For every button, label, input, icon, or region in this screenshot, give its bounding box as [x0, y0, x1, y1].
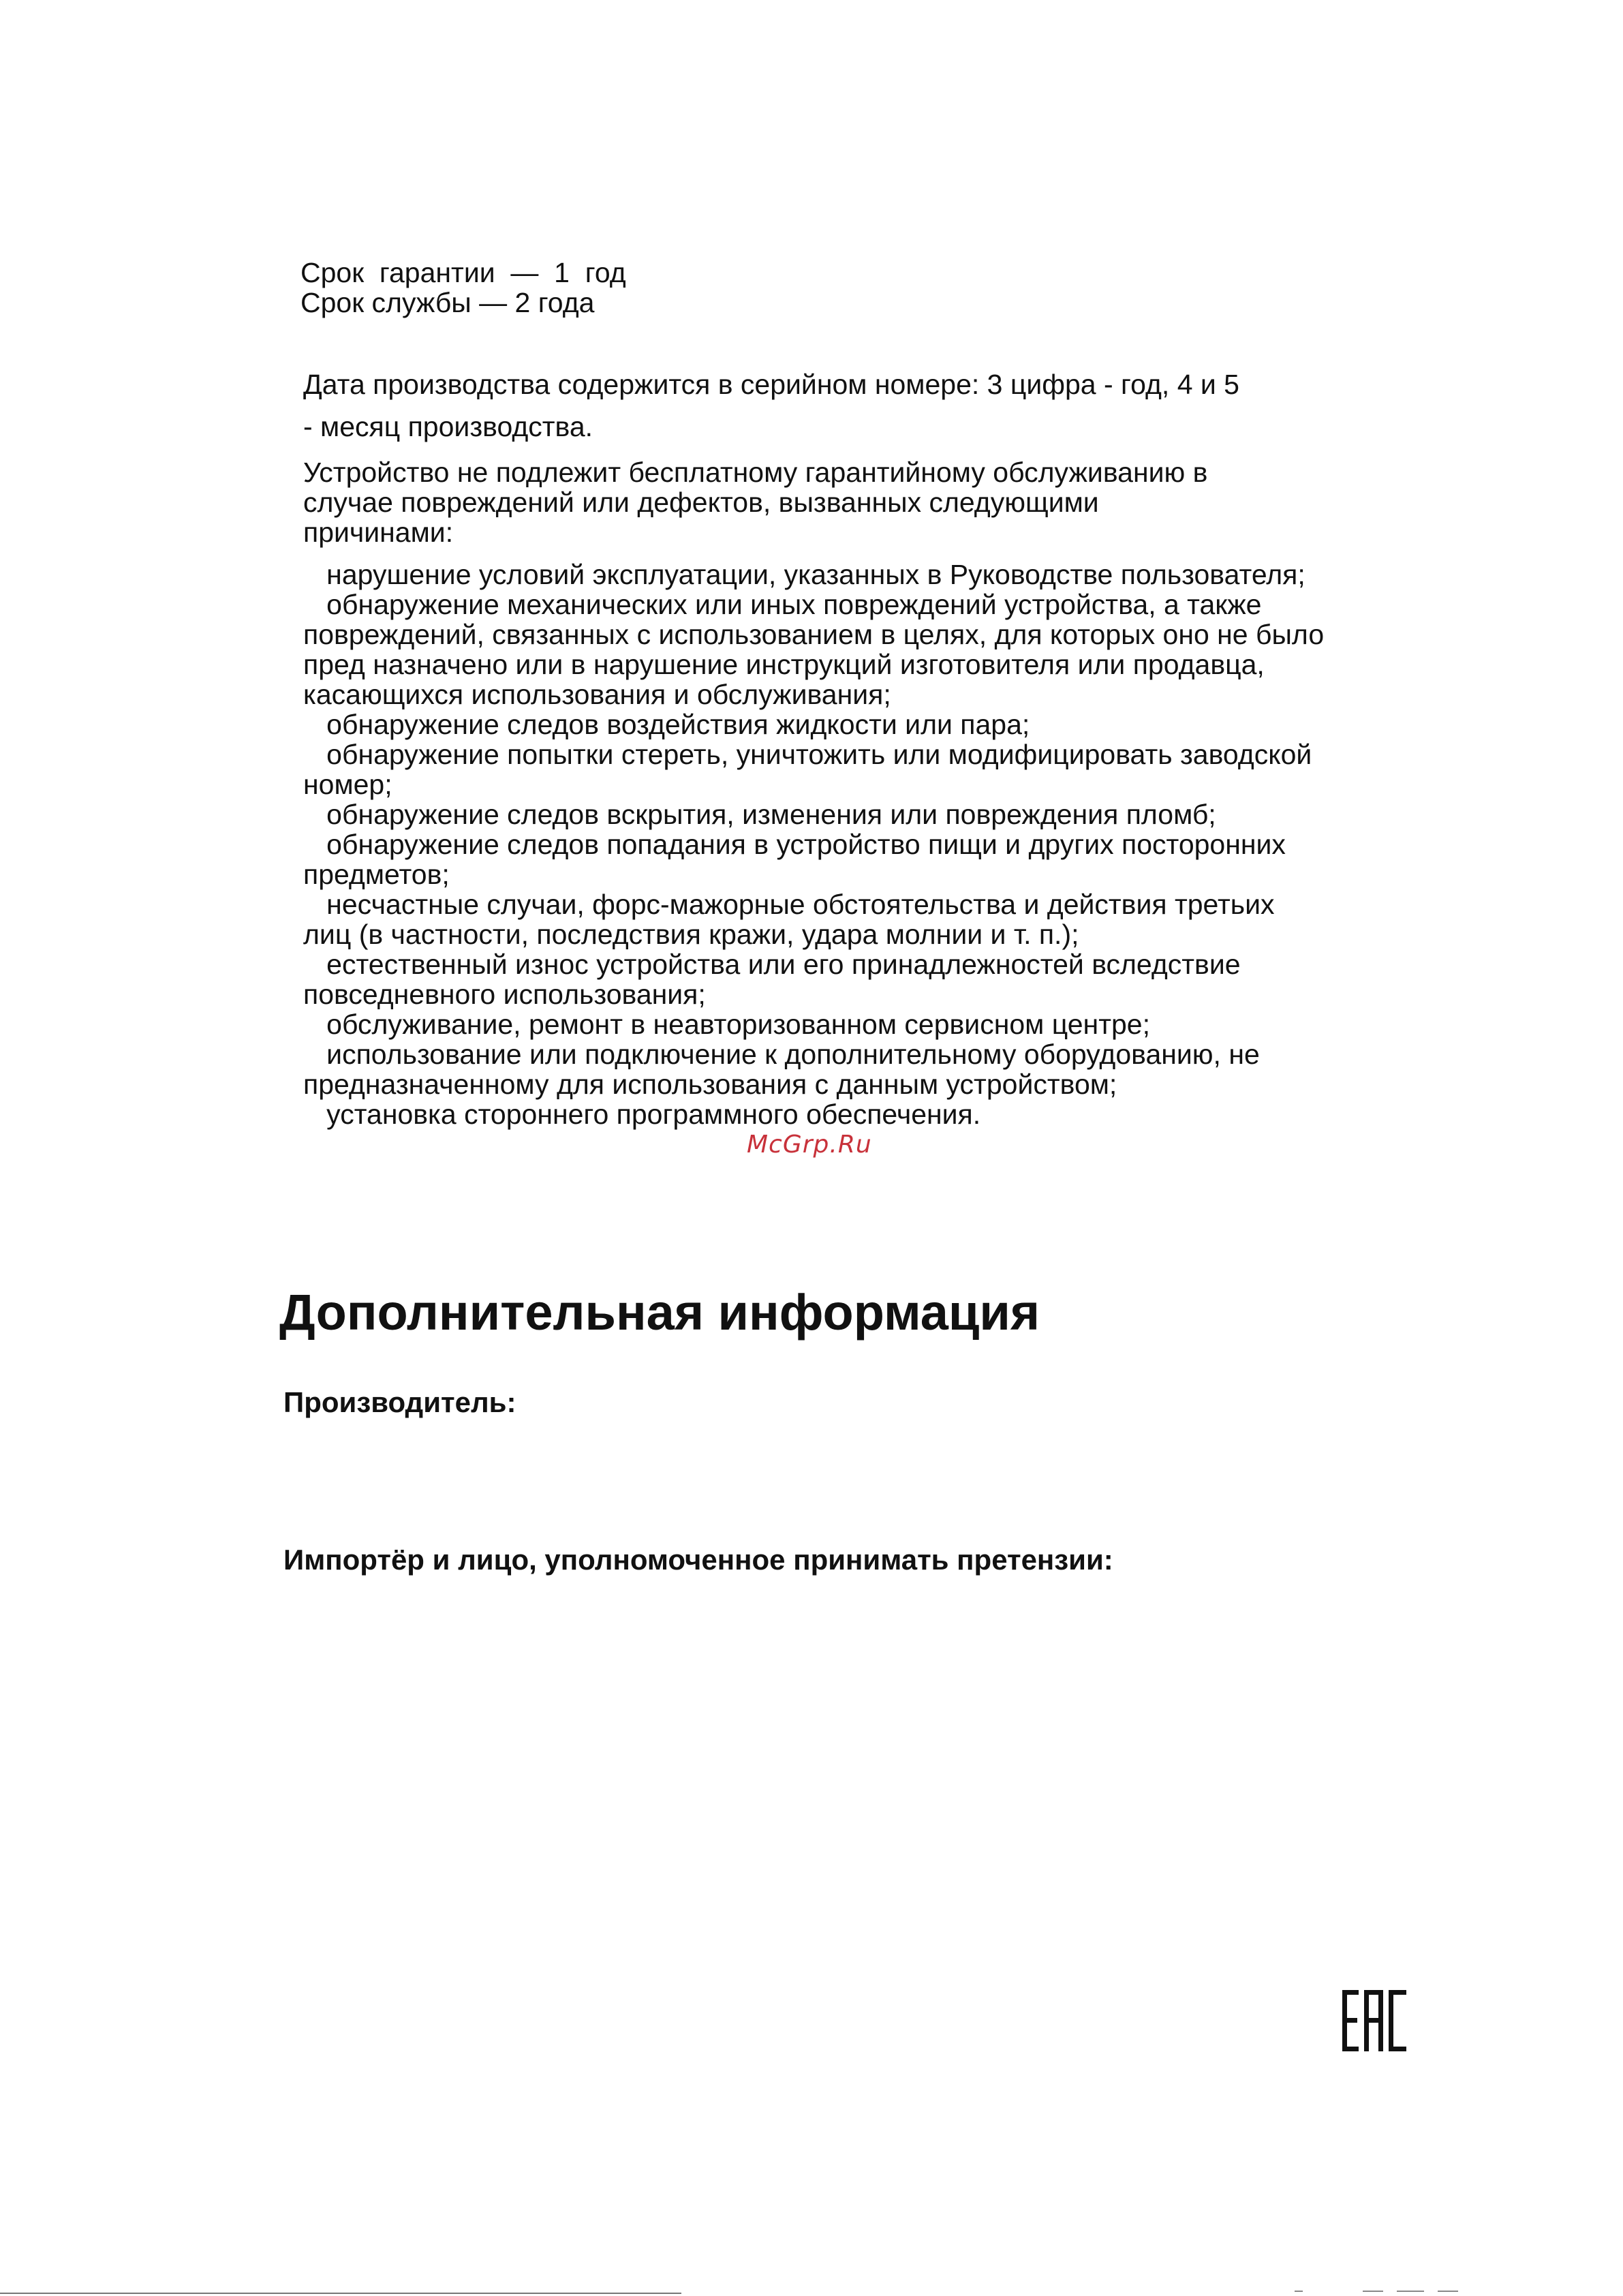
exclusion-line: повреждений, связанных с использованием в целях, для которых оно не было — [303, 619, 1325, 650]
warranty-block — [300, 258, 626, 318]
exclusion-line: предметов; — [303, 859, 450, 890]
exclusion-line: нарушение условий эксплуатации, указанных в Руководстве пользователя; — [303, 559, 1305, 590]
service-life: Срок службы — 2 года — [300, 287, 595, 318]
exclusions-intro-line: случае повреждений или дефектов, вызванных следующими — [303, 487, 1099, 518]
bottom-divider — [0, 2293, 681, 2294]
exclusion-line: лиц (в частности, последствия кражи, удара молнии и т. п.); — [303, 919, 1079, 950]
exclusion-line: предназначенному для использования с данным устройством; — [303, 1069, 1117, 1100]
page-edge-marks — [1281, 2289, 1485, 2293]
producer-label: Производитель: — [283, 1386, 516, 1418]
exclusion-line: несчастные случаи, форс-мажорные обстоятельства и действия третьих — [303, 889, 1275, 920]
exclusion-line: обнаружение следов воздействия жидкости или пара; — [303, 709, 1030, 740]
exclusion-line: касающихся использования и обслуживания; — [303, 679, 891, 710]
warranty-period: Срок гарантии — 1 год — [300, 257, 626, 288]
exclusions-intro — [303, 457, 1207, 547]
importer-label: Импортёр и лицо, уполномоченное принимать претензии: — [283, 1544, 1113, 1576]
exclusion-line: установка стороннего программного обеспечения. — [303, 1099, 981, 1130]
exclusion-line: естественный износ устройства или его принадлежностей вследствие — [303, 949, 1241, 980]
exclusion-line: обнаружение следов попадания в устройство пищи и других посторонних — [303, 829, 1286, 860]
exclusion-line: пред назначено или в нарушение инструкций изготовителя или продавца, — [303, 649, 1265, 680]
manufacture-date-line: - месяц производства. — [303, 411, 593, 442]
exclusions-intro-line: причинами: — [303, 517, 454, 548]
manufacture-date-note — [303, 369, 1239, 442]
manufacture-date-line: Дата производства содержится в серийном номере: 3 цифра - год, 4 и 5 — [303, 369, 1239, 400]
exclusion-line: обнаружение механических или иных повреждений устройства, а также — [303, 589, 1262, 620]
exclusions-intro-line: Устройство не подлежит бесплатному гарантийному обслуживанию в — [303, 457, 1208, 488]
section-heading: Дополнительная информация — [279, 1284, 1040, 1341]
exclusion-line: обнаружение попытки стереть, уничтожить или модифицировать заводской — [303, 739, 1312, 770]
exclusion-line: обнаружение следов вскрытия, изменения или повреждения пломб; — [303, 799, 1216, 830]
exclusion-line: обслуживание, ремонт в неавторизованном сервисном центре; — [303, 1009, 1150, 1040]
exclusion-line: номер; — [303, 769, 392, 800]
exclusions-list — [303, 560, 1324, 1129]
watermark-text: McGrp.Ru — [747, 1131, 872, 1159]
exclusion-line: повседневного использования; — [303, 979, 706, 1010]
exclusion-line: использование или подключение к дополнительному оборудованию, не — [303, 1039, 1260, 1070]
eac-icon — [1342, 1990, 1406, 2051]
